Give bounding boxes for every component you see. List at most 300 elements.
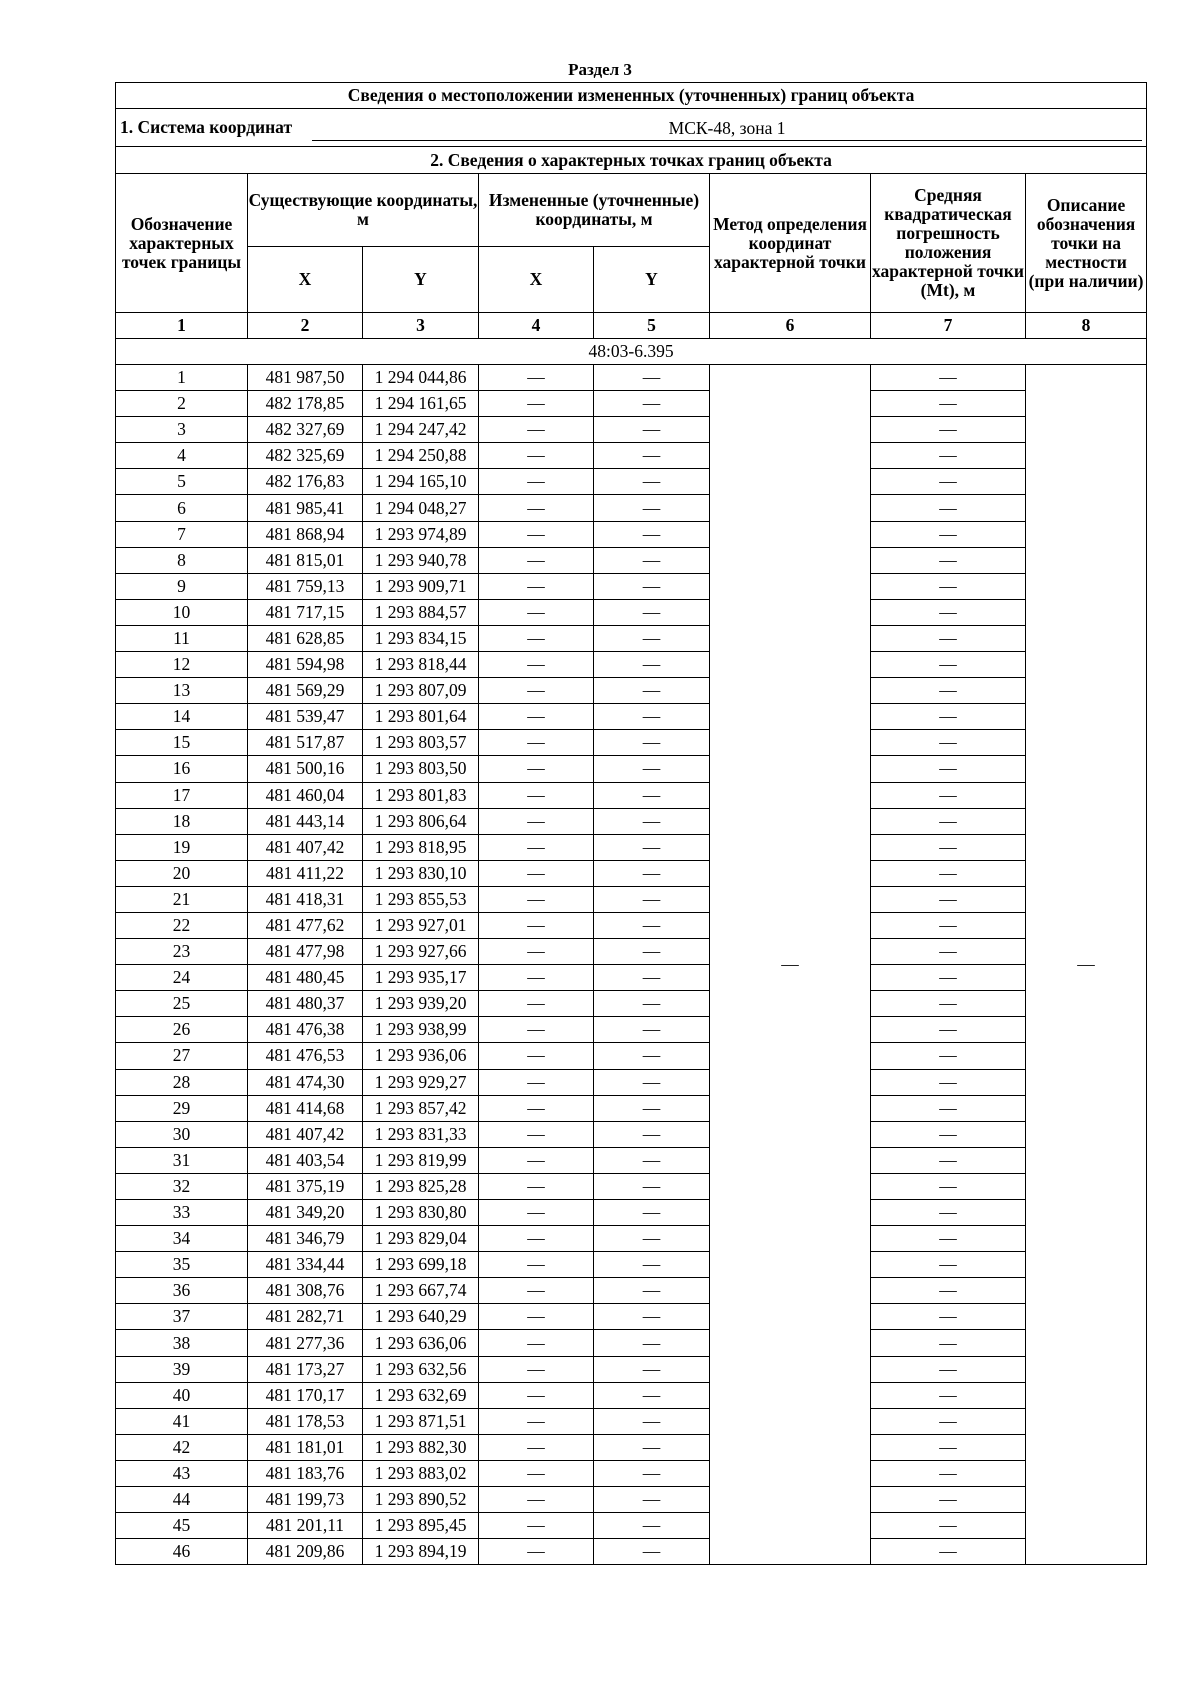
changed-x: — — [479, 1434, 594, 1460]
table-row — [116, 1200, 1147, 1226]
error-mt: — — [871, 573, 1026, 599]
changed-x: — — [479, 1043, 594, 1069]
existing-y: 1 293 830,10 — [363, 860, 479, 886]
error-mt: — — [871, 808, 1026, 834]
table-row — [116, 625, 1147, 651]
existing-y: 1 293 883,02 — [363, 1460, 479, 1486]
changed-y: — — [594, 808, 710, 834]
changed-y: — — [594, 1330, 710, 1356]
existing-x: 482 327,69 — [248, 417, 363, 443]
existing-x: 481 868,94 — [248, 521, 363, 547]
error-mt: — — [871, 1487, 1026, 1513]
existing-y: 1 293 857,42 — [363, 1095, 479, 1121]
error-mt: — — [871, 704, 1026, 730]
section-title: Раздел 3 — [568, 60, 632, 79]
existing-y: 1 294 165,10 — [363, 469, 479, 495]
point-number: 18 — [116, 808, 248, 834]
existing-x: 481 628,85 — [248, 625, 363, 651]
changed-y: — — [594, 1043, 710, 1069]
existing-x: 481 403,54 — [248, 1147, 363, 1173]
point-number: 19 — [116, 834, 248, 860]
table-row — [116, 599, 1147, 625]
error-mt: — — [871, 860, 1026, 886]
changed-x: — — [479, 1513, 594, 1539]
existing-x: 481 815,01 — [248, 547, 363, 573]
existing-y: 1 293 667,74 — [363, 1278, 479, 1304]
existing-y: 1 293 871,51 — [363, 1408, 479, 1434]
column-number: 8 — [1026, 313, 1147, 339]
error-mt: — — [871, 1095, 1026, 1121]
point-number: 42 — [116, 1434, 248, 1460]
changed-x: — — [479, 521, 594, 547]
changed-y: — — [594, 912, 710, 938]
point-number: 5 — [116, 469, 248, 495]
error-mt: — — [871, 1252, 1026, 1278]
point-number: 29 — [116, 1095, 248, 1121]
header-changed-x: X — [479, 247, 594, 313]
point-number: 34 — [116, 1226, 248, 1252]
changed-x: — — [479, 730, 594, 756]
changed-x: — — [479, 625, 594, 651]
changed-x: — — [479, 678, 594, 704]
existing-y: 1 293 940,78 — [363, 547, 479, 573]
existing-y: 1 293 909,71 — [363, 573, 479, 599]
table-row — [116, 1017, 1147, 1043]
point-number: 35 — [116, 1252, 248, 1278]
changed-x: — — [479, 547, 594, 573]
table-row — [116, 1147, 1147, 1173]
changed-x: — — [479, 756, 594, 782]
table-row — [116, 1226, 1147, 1252]
changed-y: — — [594, 1017, 710, 1043]
changed-x: — — [479, 495, 594, 521]
changed-x: — — [479, 443, 594, 469]
existing-x: 481 443,14 — [248, 808, 363, 834]
point-number: 37 — [116, 1304, 248, 1330]
changed-x: — — [479, 1095, 594, 1121]
existing-x: 481 474,30 — [248, 1069, 363, 1095]
existing-x: 481 183,76 — [248, 1460, 363, 1486]
table-row — [116, 365, 1147, 391]
existing-x: 481 349,20 — [248, 1200, 363, 1226]
existing-y: 1 293 803,57 — [363, 730, 479, 756]
changed-x: — — [479, 1200, 594, 1226]
changed-y: — — [594, 1434, 710, 1460]
point-number: 33 — [116, 1200, 248, 1226]
column-number: 7 — [871, 313, 1026, 339]
changed-x: — — [479, 1356, 594, 1382]
error-mt: — — [871, 886, 1026, 912]
header-existing-coords: Существующие координаты, м — [248, 174, 479, 247]
changed-x: — — [479, 886, 594, 912]
error-mt: — — [871, 1460, 1026, 1486]
error-mt: — — [871, 1304, 1026, 1330]
point-number: 4 — [116, 443, 248, 469]
changed-y: — — [594, 365, 710, 391]
changed-y: — — [594, 886, 710, 912]
changed-x: — — [479, 860, 594, 886]
changed-x: — — [479, 599, 594, 625]
point-number: 9 — [116, 573, 248, 599]
table-row — [116, 1434, 1147, 1460]
changed-x: — — [479, 1226, 594, 1252]
table-row — [116, 1539, 1147, 1565]
changed-x: — — [479, 1304, 594, 1330]
point-number: 8 — [116, 547, 248, 573]
point-number: 46 — [116, 1539, 248, 1565]
point-number: 32 — [116, 1173, 248, 1199]
existing-x: 481 480,45 — [248, 965, 363, 991]
table-row — [116, 886, 1147, 912]
existing-x: 481 375,19 — [248, 1173, 363, 1199]
point-number: 16 — [116, 756, 248, 782]
existing-y: 1 293 807,09 — [363, 678, 479, 704]
changed-y: — — [594, 939, 710, 965]
existing-x: 481 476,38 — [248, 1017, 363, 1043]
changed-x: — — [479, 1017, 594, 1043]
existing-y: 1 293 927,01 — [363, 912, 479, 938]
existing-x: 481 414,68 — [248, 1095, 363, 1121]
parcel-id: 48:03-6.395 — [116, 339, 1147, 365]
existing-y: 1 293 806,64 — [363, 808, 479, 834]
changed-y: — — [594, 1460, 710, 1486]
existing-y: 1 293 855,53 — [363, 886, 479, 912]
changed-x: — — [479, 834, 594, 860]
column-number: 2 — [248, 313, 363, 339]
changed-x: — — [479, 573, 594, 599]
table-row — [116, 1487, 1147, 1513]
table-row — [116, 834, 1147, 860]
table-row — [116, 417, 1147, 443]
header-changed-coords: Измененные (уточненные) координаты, м — [479, 174, 710, 247]
changed-y: — — [594, 1278, 710, 1304]
existing-y: 1 294 161,65 — [363, 391, 479, 417]
changed-y: — — [594, 704, 710, 730]
changed-x: — — [479, 1278, 594, 1304]
table-row — [116, 521, 1147, 547]
existing-y: 1 293 818,95 — [363, 834, 479, 860]
existing-y: 1 293 884,57 — [363, 599, 479, 625]
existing-x: 482 176,83 — [248, 469, 363, 495]
point-number: 45 — [116, 1513, 248, 1539]
error-mt: — — [871, 991, 1026, 1017]
changed-y: — — [594, 1408, 710, 1434]
error-mt: — — [871, 1200, 1026, 1226]
existing-y: 1 293 632,69 — [363, 1382, 479, 1408]
column-number: 4 — [479, 313, 594, 339]
table-title: Сведения о местоположении измененных (уточненных) границ объекта — [116, 83, 1147, 109]
point-number: 44 — [116, 1487, 248, 1513]
error-mt: — — [871, 1147, 1026, 1173]
error-mt: — — [871, 1434, 1026, 1460]
point-number: 12 — [116, 652, 248, 678]
header-existing-x: X — [248, 247, 363, 313]
column-number: 1 — [116, 313, 248, 339]
existing-y: 1 293 825,28 — [363, 1173, 479, 1199]
changed-y: — — [594, 573, 710, 599]
existing-x: 481 477,62 — [248, 912, 363, 938]
column-number: 5 — [594, 313, 710, 339]
error-mt: — — [871, 1043, 1026, 1069]
changed-y: — — [594, 1252, 710, 1278]
existing-x: 481 277,36 — [248, 1330, 363, 1356]
existing-y: 1 293 699,18 — [363, 1252, 479, 1278]
existing-x: 481 476,53 — [248, 1043, 363, 1069]
table-row — [116, 939, 1147, 965]
coord-system-row — [116, 109, 1147, 147]
error-mt: — — [871, 1408, 1026, 1434]
existing-x: 481 173,27 — [248, 1356, 363, 1382]
changed-y: — — [594, 678, 710, 704]
table-row — [116, 730, 1147, 756]
table-row — [116, 808, 1147, 834]
table-row — [116, 443, 1147, 469]
existing-x: 481 477,98 — [248, 939, 363, 965]
changed-x: — — [479, 1252, 594, 1278]
error-mt: — — [871, 1513, 1026, 1539]
existing-x: 481 407,42 — [248, 1121, 363, 1147]
changed-y: — — [594, 834, 710, 860]
table-row — [116, 573, 1147, 599]
changed-y: — — [594, 1356, 710, 1382]
point-number: 1 — [116, 365, 248, 391]
point-number: 7 — [116, 521, 248, 547]
error-mt: — — [871, 939, 1026, 965]
existing-y: 1 293 819,99 — [363, 1147, 479, 1173]
error-mt: — — [871, 1121, 1026, 1147]
point-number: 40 — [116, 1382, 248, 1408]
changed-x: — — [479, 1330, 594, 1356]
point-number: 22 — [116, 912, 248, 938]
header-existing-y: Y — [363, 247, 479, 313]
changed-x: — — [479, 912, 594, 938]
existing-y: 1 294 247,42 — [363, 417, 479, 443]
table-row — [116, 860, 1147, 886]
existing-x: 481 759,13 — [248, 573, 363, 599]
existing-y: 1 294 048,27 — [363, 495, 479, 521]
existing-y: 1 293 974,89 — [363, 521, 479, 547]
existing-y: 1 293 895,45 — [363, 1513, 479, 1539]
error-mt: — — [871, 521, 1026, 547]
coord-system-value: МСК-48, зона 1 — [312, 118, 1142, 141]
changed-y: — — [594, 860, 710, 886]
column-number: 3 — [363, 313, 479, 339]
changed-x: — — [479, 1539, 594, 1565]
changed-x: — — [479, 939, 594, 965]
existing-y: 1 293 894,19 — [363, 1539, 479, 1565]
existing-y: 1 293 818,44 — [363, 652, 479, 678]
error-mt: — — [871, 1539, 1026, 1565]
changed-y: — — [594, 1304, 710, 1330]
changed-y: — — [594, 1095, 710, 1121]
changed-y: — — [594, 1121, 710, 1147]
existing-x: 481 170,17 — [248, 1382, 363, 1408]
error-mt: — — [871, 417, 1026, 443]
changed-y: — — [594, 1226, 710, 1252]
changed-x: — — [479, 1069, 594, 1095]
table-row — [116, 1304, 1147, 1330]
coord-system-label: 1. Система координат — [120, 117, 293, 137]
existing-x: 481 346,79 — [248, 1226, 363, 1252]
existing-x: 482 178,85 — [248, 391, 363, 417]
existing-y: 1 293 803,50 — [363, 756, 479, 782]
existing-x: 481 201,11 — [248, 1513, 363, 1539]
existing-y: 1 293 831,33 — [363, 1121, 479, 1147]
error-mt: — — [871, 1017, 1026, 1043]
existing-x: 481 517,87 — [248, 730, 363, 756]
changed-x: — — [479, 469, 594, 495]
method-merged-cell: — — [710, 365, 871, 1565]
table-row — [116, 1173, 1147, 1199]
point-number: 13 — [116, 678, 248, 704]
error-mt: — — [871, 1278, 1026, 1304]
changed-x: — — [479, 1121, 594, 1147]
error-mt: — — [871, 834, 1026, 860]
existing-x: 481 987,50 — [248, 365, 363, 391]
existing-x: 481 209,86 — [248, 1539, 363, 1565]
table-row — [116, 782, 1147, 808]
point-number: 43 — [116, 1460, 248, 1486]
table-row — [116, 652, 1147, 678]
point-number: 30 — [116, 1121, 248, 1147]
existing-x: 481 569,29 — [248, 678, 363, 704]
table-row — [116, 756, 1147, 782]
changed-y: — — [594, 547, 710, 573]
column-number: 6 — [710, 313, 871, 339]
existing-x: 481 334,44 — [248, 1252, 363, 1278]
point-number: 27 — [116, 1043, 248, 1069]
point-number: 39 — [116, 1356, 248, 1382]
error-mt: — — [871, 391, 1026, 417]
point-number: 23 — [116, 939, 248, 965]
point-number: 26 — [116, 1017, 248, 1043]
existing-y: 1 293 632,56 — [363, 1356, 479, 1382]
point-number: 3 — [116, 417, 248, 443]
changed-y: — — [594, 1173, 710, 1199]
table-row — [116, 1252, 1147, 1278]
existing-y: 1 293 834,15 — [363, 625, 479, 651]
table-row — [116, 991, 1147, 1017]
error-mt: — — [871, 912, 1026, 938]
table-row — [116, 1408, 1147, 1434]
changed-y: — — [594, 391, 710, 417]
point-number: 11 — [116, 625, 248, 651]
table-row — [116, 547, 1147, 573]
existing-y: 1 293 636,06 — [363, 1330, 479, 1356]
changed-x: — — [479, 1460, 594, 1486]
changed-y: — — [594, 625, 710, 651]
existing-x: 481 460,04 — [248, 782, 363, 808]
point-number: 15 — [116, 730, 248, 756]
table-row — [116, 1095, 1147, 1121]
changed-x: — — [479, 1147, 594, 1173]
changed-y: — — [594, 965, 710, 991]
changed-y: — — [594, 652, 710, 678]
changed-y: — — [594, 443, 710, 469]
existing-y: 1 293 929,27 — [363, 1069, 479, 1095]
point-number: 10 — [116, 599, 248, 625]
error-mt: — — [871, 625, 1026, 651]
point-number: 2 — [116, 391, 248, 417]
changed-y: — — [594, 1513, 710, 1539]
changed-y: — — [594, 495, 710, 521]
existing-x: 481 418,31 — [248, 886, 363, 912]
existing-x: 481 500,16 — [248, 756, 363, 782]
table-row — [116, 965, 1147, 991]
existing-x: 481 411,22 — [248, 860, 363, 886]
existing-x: 481 199,73 — [248, 1487, 363, 1513]
existing-y: 1 293 801,83 — [363, 782, 479, 808]
changed-x: — — [479, 782, 594, 808]
existing-x: 481 407,42 — [248, 834, 363, 860]
table-row — [116, 912, 1147, 938]
table-row — [116, 469, 1147, 495]
error-mt: — — [871, 1069, 1026, 1095]
existing-y: 1 293 927,66 — [363, 939, 479, 965]
changed-x: — — [479, 417, 594, 443]
changed-x: — — [479, 1487, 594, 1513]
boundary-points-table — [115, 82, 1147, 1565]
point-number: 17 — [116, 782, 248, 808]
point-number: 28 — [116, 1069, 248, 1095]
error-mt: — — [871, 782, 1026, 808]
table-row — [116, 391, 1147, 417]
point-number: 6 — [116, 495, 248, 521]
changed-x: — — [479, 1382, 594, 1408]
table-row — [116, 1043, 1147, 1069]
error-mt: — — [871, 756, 1026, 782]
existing-y: 1 293 936,06 — [363, 1043, 479, 1069]
changed-x: — — [479, 704, 594, 730]
existing-y: 1 294 250,88 — [363, 443, 479, 469]
point-number: 21 — [116, 886, 248, 912]
header-method: Метод определения координат характерной точки — [710, 174, 871, 313]
point-number: 25 — [116, 991, 248, 1017]
table-row — [116, 1460, 1147, 1486]
existing-x: 481 539,47 — [248, 704, 363, 730]
table-row — [116, 1330, 1147, 1356]
changed-y: — — [594, 1147, 710, 1173]
description-merged-cell: — — [1026, 365, 1147, 1565]
existing-y: 1 293 939,20 — [363, 991, 479, 1017]
existing-x: 481 181,01 — [248, 1434, 363, 1460]
point-number: 36 — [116, 1278, 248, 1304]
error-mt: — — [871, 599, 1026, 625]
existing-x: 481 308,76 — [248, 1278, 363, 1304]
changed-x: — — [479, 391, 594, 417]
point-number: 20 — [116, 860, 248, 886]
changed-y: — — [594, 521, 710, 547]
changed-y: — — [594, 730, 710, 756]
point-number: 38 — [116, 1330, 248, 1356]
existing-x: 481 985,41 — [248, 495, 363, 521]
error-mt: — — [871, 730, 1026, 756]
error-mt: — — [871, 678, 1026, 704]
table-row — [116, 1121, 1147, 1147]
existing-y: 1 293 830,80 — [363, 1200, 479, 1226]
error-mt: — — [871, 1330, 1026, 1356]
changed-x: — — [479, 965, 594, 991]
table-row — [116, 1382, 1147, 1408]
changed-x: — — [479, 1173, 594, 1199]
table-row — [116, 704, 1147, 730]
table-subtitle: 2. Сведения о характерных точках границ объекта — [116, 147, 1147, 174]
header-error: Средняя квадратическая погрешность положения характерной точки (Mt), м — [871, 174, 1026, 313]
error-mt: — — [871, 469, 1026, 495]
point-number: 14 — [116, 704, 248, 730]
changed-y: — — [594, 417, 710, 443]
changed-y: — — [594, 782, 710, 808]
